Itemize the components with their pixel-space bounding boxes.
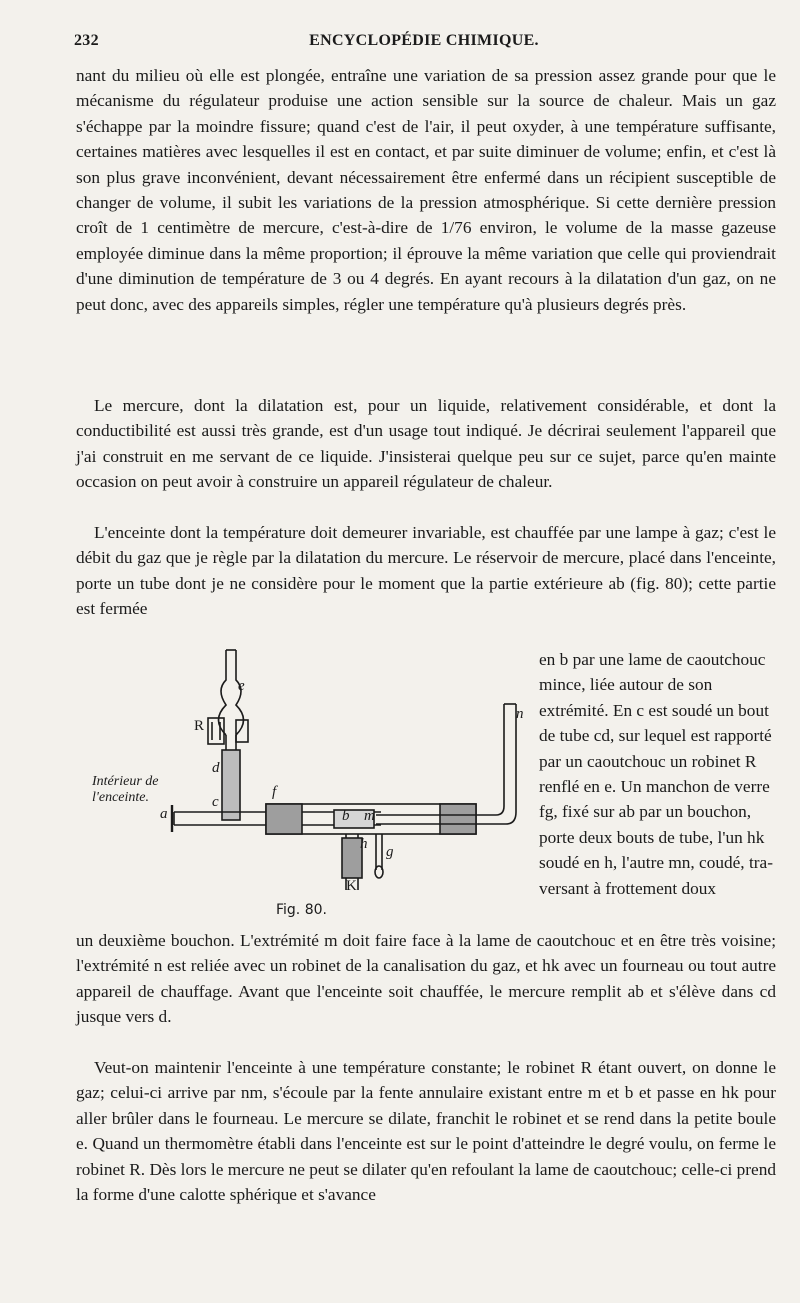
label-g: g <box>386 844 394 860</box>
label-m: m <box>364 808 375 824</box>
running-title: ENCYCLOPÉDIE CHIMIQUE. <box>309 32 539 49</box>
label-h: h <box>360 836 368 852</box>
label-e: e <box>238 678 245 694</box>
paragraph-2: Le mercure, dont la dilatation est, pour un liquide, relativement considérable, et dont la conductibilité est aussi très grande, est d'un usage tout indiqué. Je décrirai seulement l'appareil que j'ai construit en me servant de ce liquide. J'insisterai quelque peu sur ce sujet, parce qu'en mainte occasion on peut avoir à construire un appareil régulateur de chaleur. <box>76 396 776 492</box>
label-c: c <box>212 794 219 810</box>
label-b: b <box>342 808 350 824</box>
label-R: R <box>194 718 205 734</box>
paragraph-4-beside-figure: en b par une lame de caoutchouc mince, liée autour de son extrémité. En c est soudé un bout de tube cd, sur lequel est rapporté par un caoutchouc un robinet R renflé en e. Un manchon de verre fg, fixé sur ab par un bouchon, porte deux bouts de tube, l'un hk soudé en h, l'autre mn, coudé, traversant à frottement doux <box>539 650 773 898</box>
paragraph-1: nant du milieu où elle est plongée, entraîne une variation de sa pression assez grande pour que le mécanisme du régulateur produise une action sensible sur la source de chaleur. Mais un gaz s'échappe par la moindre fissure; quand c'est de l'air, il peut oxyder, à une température suffisante, certaines matières avec lesquelles il est en contact, et par suite diminuer de volume; enfin, et c'est là son plus grave inconvénient, devant nécessairement être enfermé dans un récipient susceptible de changer de volume, il subit les variations de la pression atmosphérique. Si cette dernière pression croît de 1 centimètre de mercure, c'est-à-dire de 1/76 environ, le volume de la masse gazeuse employée diminue dans la même proportion; il éprouve la même variation que celle qui proviendrait d'une diminution de température de 3 ou 4 degrés. En ayant recours à la dilatation d'un gaz, on ne peut donc, avec des appareils simples, régler une température qu'à plusieurs degrés près. <box>76 66 776 314</box>
label-a: a <box>160 806 168 822</box>
label-n: n <box>516 706 524 722</box>
label-d: d <box>212 760 220 776</box>
paragraph-6: Veut-on maintenir l'enceinte à une température constante; le robinet R étant ouvert, on donne le gaz; celui-ci arrive par nm, s'écoule par la fente annulaire existant entre m et b et passe en hk pour aller brûler dans le fourneau. Le mercure se dilate, franchit le robinet et se rend dans la petite boule e. Quand un thermomètre établi dans l'enceinte est sur le point d'atteindre le degré voulu, on ferme le robinet R. Dès lors le mercure ne peut se dilater qu'en refoulant la lame de caoutchouc; celle-ci prend la forme d'une calotte sphérique et s'avance <box>76 1058 776 1205</box>
figure-80-apparatus <box>76 640 526 925</box>
paragraph-5: un deuxième bouchon. L'extrémité m doit faire face à la lame de caoutchouc et en être très voisine; l'extrémité n est reliée avec un robinet de la canalisation du gaz, et hk avec un fourneau ou tout autre appareil de chauffage. Avant que l'enceinte soit chauffée, le mercure remplit ab et s'élève dans cd jusque vers d. <box>76 931 776 1027</box>
label-f: f <box>272 784 277 800</box>
page-number: 232 <box>74 32 99 49</box>
figure-caption: Fig. 80. <box>276 902 327 918</box>
running-header <box>74 32 774 56</box>
label-K: K <box>346 878 357 894</box>
paragraph-3: L'enceinte dont la température doit demeurer invariable, est chauffée par une lampe à gaz; c'est le débit du gaz que je règle par la dilatation du mercure. Le réservoir de mercure, placé dans l'enceinte, porte un tube dont je ne considère pour le moment que la partie extérieure ab (fig. 80); cette partie est fermée <box>76 523 776 619</box>
inner-enclosure-label: Intérieur de l'enceinte. <box>92 774 159 805</box>
